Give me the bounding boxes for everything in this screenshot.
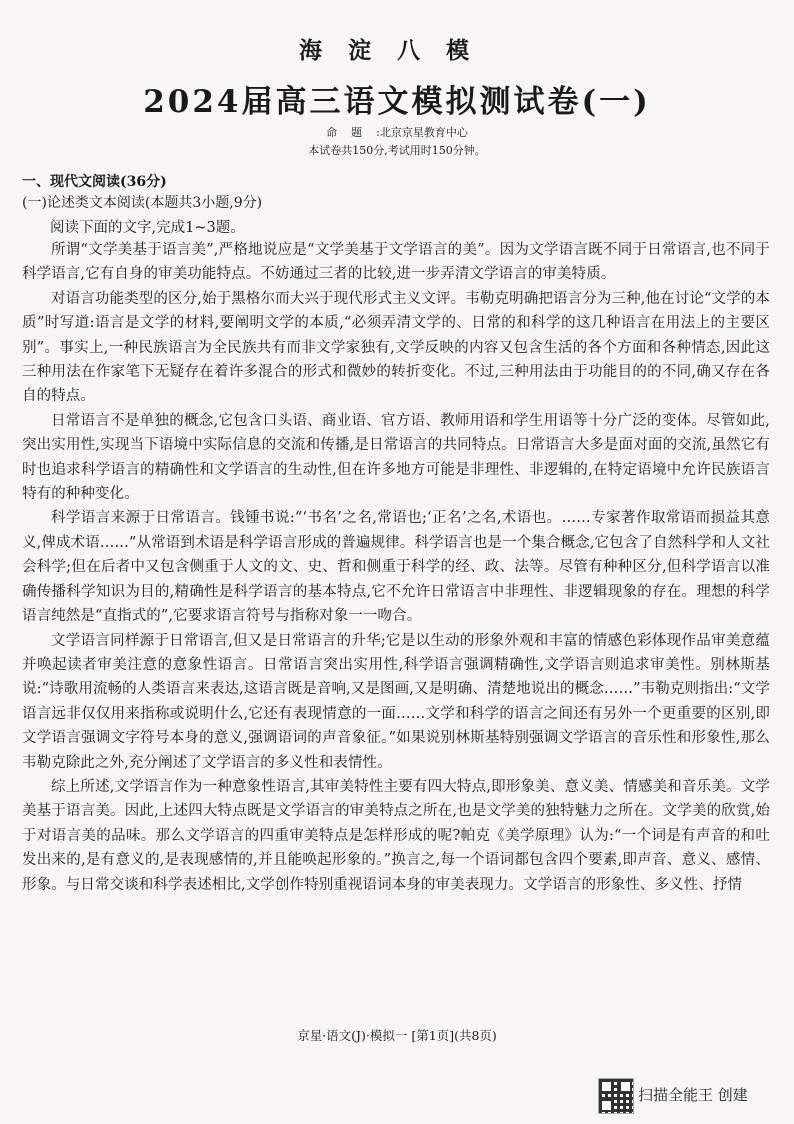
page-footer: 京星·语文(J)·模拟一 [第1页](共8页) xyxy=(297,1028,497,1043)
author-line xyxy=(0,124,794,140)
paragraph: 科学语言来源于日常语言。钱锺书说:“‘书名’之名,常语也;‘正名’之名,术语也。……专家著作取常语而损益其意义,俾成术语……”从常语到术语是科学语言形成的普遍规律。科学语言也是一个集合概念,它包含了自然科学和人文社会科学;但在后者中又包含侧重于人文的文、史、哲和侧重于科学的经、政、法等。尽管有种种区分,但科学语言以准确传播科学知识为目的,精确性是科学语言的基本特点,它不允许日常语言中非理性、非逻辑现象的存在。理想的科学语言纯然是“直指式的”,它要求语言符号与指称对象一一吻合。 xyxy=(22,510,770,625)
section-heading: 一、现代文阅读(36分) xyxy=(22,174,167,190)
exam-series: 海淀八模 xyxy=(299,37,495,64)
qr-code-icon xyxy=(598,1078,634,1114)
paragraph: 日常语言不是单独的概念,它包含口头语、商业语、官方语、教师用语和学生用语等十分广泛的变体。尽管如此,突出实用性,实现当下语境中实际信息的交流和传播,是日常语言的共同特点。日常语言大多是面对面的交流,虽然它有时也追求科学语言的精确性和文学语言的生动性,但在许多地方可能是非理性、非逻辑的,在特定语境中允许民族语言特有的种种变化。 xyxy=(22,412,770,503)
scanner-watermark: 扫描全能王 创建 xyxy=(638,1086,748,1104)
article-body xyxy=(22,238,770,897)
author-label: 命题 xyxy=(326,126,377,139)
paragraph: 所谓“文学美基于语言美”,严格地说应是“文学美基于文学语言的美”。因为文学语言既不同于日常语言,也不同于科学语言,它有自身的审美功能特点。不妨通过三者的比较,进一步弄清文学语言的审美特质。 xyxy=(22,242,770,283)
author-value: :北京京星教育中心 xyxy=(376,126,468,139)
paragraph: 文学语言同样源于日常语言,但又是日常语言的升华;它是以生动的形象外观和丰富的情感色彩体现作品审美意蕴并唤起读者审美注意的意象性语言。日常语言突出实用性,科学语言强调精确性,文学语言则追求审美性。别林斯基说:“诗歌用流畅的人类语言来表达,这语言既是音响,又是图画,又是明确、清楚地说出的概念……”韦勒克则指出:“文学语言远非仅仅用来指称或说明什么,它还有表现情意的一面……文学和科学的语言之间还有另外一个更重要的区别,即文学语言强调文字符号本身的意义,强调语词的声音象征。”如果说别林斯基特别强调文学语言的音乐性和形象性,那么韦勒克除此之外,充分阐述了文学语言的多义性和表情性。 xyxy=(22,632,770,771)
paragraph: 综上所述,文学语言作为一种意象性语言,其审美特性主要有四大特点,即形象美、意义美、情感美和音乐美。文学美基于语言美。因此,上述四大特点既是文学语言的审美特点之所在,也是文学美的独特魅力之所在。文学美的欣赏,始于对语言美的品味。那么文学语言的四重审美特点是怎样形成的呢?帕克《美学原理》认为:“一个词是有声音的和吐发出来的,是有意义的,是表现感情的,并且能唤起形象的。”换言之,每一个语词都包含四个要素,即声音、意义、感情、形象。与日常交谈和科学表述相比,文学创作特别重视语词本身的审美表现力。文学语言的形象性、多义性、抒情 xyxy=(22,778,770,893)
exam-title: 2024届高三语文模拟测试卷(一) xyxy=(143,84,651,120)
reading-instruction: 阅读下面的文字,完成1~3题。 xyxy=(50,220,245,236)
section-subheading: (一)论述类文本阅读(本题共3小题,9分) xyxy=(22,195,263,211)
exam-info: 本试卷共150分,考试用时150分钟。 xyxy=(308,144,486,157)
paragraph: 对语言功能类型的区分,始于黑格尔而大兴于现代形式主义文评。韦勒克明确把语言分为三种,他在讨论“文学的本质”时写道:语言是文学的材料,要阐明文学的本质,“必须弄清文学的、日常的和科学的这几种语言在用法上的主要区别”。事实上,一种民族语言为全民族共有而非文学家独有,文学反映的内容又包含生活的各个方面和各种情态,因此这三种用法在作家笔下无疑存在着许多混合的形式和微妙的转折变化。不过,三种用法由于功能目的的不同,确又存在各自的特点。 xyxy=(22,290,770,405)
